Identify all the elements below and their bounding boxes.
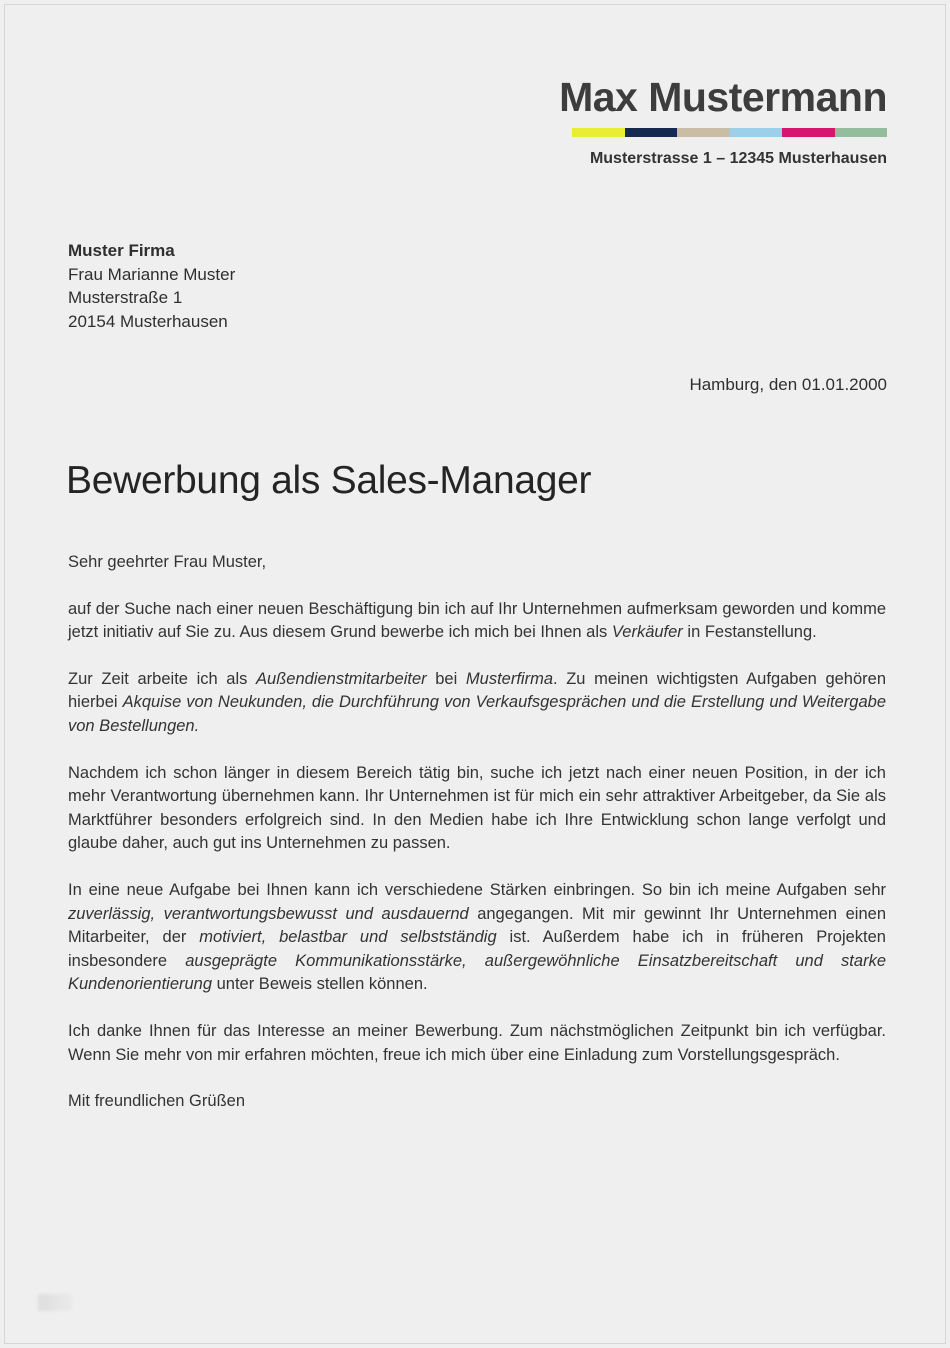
emphasized-text-run: Musterfirma [465,669,553,688]
text-run: ist. Außerdem habe ich in früheren Projekten insbesondere [68,928,886,970]
letter-paragraph [68,762,886,856]
body-paragraphs [68,598,886,1068]
stripe-segment [835,128,888,137]
recipient-company: Muster Firma [68,241,175,260]
text-run: bei [426,669,466,688]
sender-contact-line: Musterstrasse 1 – 12345 Musterhausen [589,150,887,167]
letter-paragraph [68,879,886,997]
text-run: unter Beweis stellen können. [212,975,428,994]
letter-paragraph [68,1020,886,1067]
text-run: Ich danke Ihnen für das Interesse an meiner Bewerbung. Zum nächstmöglichen Zeitpunkt bin ich verfügbar. Wenn Sie mehr von mir erfahren möchten, freue ich mich über eine Einladung zum Vorstellungsgespräch. [68,1021,886,1064]
text-run: Zur Zeit arbeite ich als [68,669,257,688]
text-run: . Zu meinen wichtigsten Aufgaben gehören hierbei [68,669,887,712]
emphasized-text-run: Außendienstmitarbeiter [256,669,427,688]
salutation: Sehr geehrter Frau Muster, [68,553,267,571]
emphasized-text-run: Verkäufer [611,623,683,642]
stripe-segment [625,128,678,137]
date-line: Hamburg, den 01.01.2000 [689,375,887,394]
stripe-segment [677,128,730,137]
letter-paragraph [68,668,886,739]
stripe-segment [730,128,783,137]
emphasized-text-run: motiviert, belastbar und selbstständig [199,928,497,947]
text-run: Nachdem ich schon länger in diesem Bereich tätig bin, suche ich jetzt nach einer neuen Position, in der ich mehr Verantwortung übernehmen kann. Ihr Unternehmen ist für mich ein sehr attraktiver Arbeitgeber, da Sie als Marktführer besonders erfolgreich sind. In den Medien habe ich Ihre Entwicklung schon lange verfolgt und glaube daher, auch gut ins Unternehmen zu passen. [68,763,886,853]
recipient-address-block [68,239,950,333]
recipient-street: Musterstraße 1 [68,288,183,307]
stripe-segment [572,128,625,137]
text-run: angegangen. Mit mir gewinnt Ihr Unternehmen einen Mitarbeiter, der [68,904,886,947]
text-run: auf der Suche nach einer neuen Beschäftigung bin ich auf Ihr Unternehmen aufmerksam geworden und komme jetzt initiativ auf Sie zu. Aus diesem Grund bewerbe ich mich bei Ihnen als [68,599,886,642]
emphasized-text-run: Akquise von Neukunden, die Durchführung von Verkaufsgesprächen und die Erstellung und Weitergabe von Bestellungen. [68,693,886,735]
stripe-segment [782,128,835,137]
faint-watermark [38,1294,72,1311]
closing-line: Mit freundlichen Grüßen [68,1092,245,1111]
text-run: In eine neue Aufgabe bei Ihnen kann ich verschiedene Stärken einbringen. So bin ich meine Aufgaben sehr [68,880,886,899]
letter-body [68,551,886,1114]
brand-stripe [572,128,887,137]
emphasized-text-run: zuverlässig, verantwortungsbewusst und ausdauernd [68,904,469,923]
sender-name: Max Mustermann [559,74,887,120]
recipient-city: 20154 Musterhausen [68,311,228,331]
recipient-contact: Frau Marianne Muster [68,264,236,284]
letterhead [0,0,950,169]
emphasized-text-run: ausgeprägte Kommunikationsstärke, außergewöhnliche Einsatzbereitschaft und starke Kundenorientierung [68,951,886,994]
subject-headline: Bewerbung als Sales-Manager [66,459,592,502]
text-run: in Festanstellung. [682,623,817,642]
letter-paragraph [68,598,886,645]
